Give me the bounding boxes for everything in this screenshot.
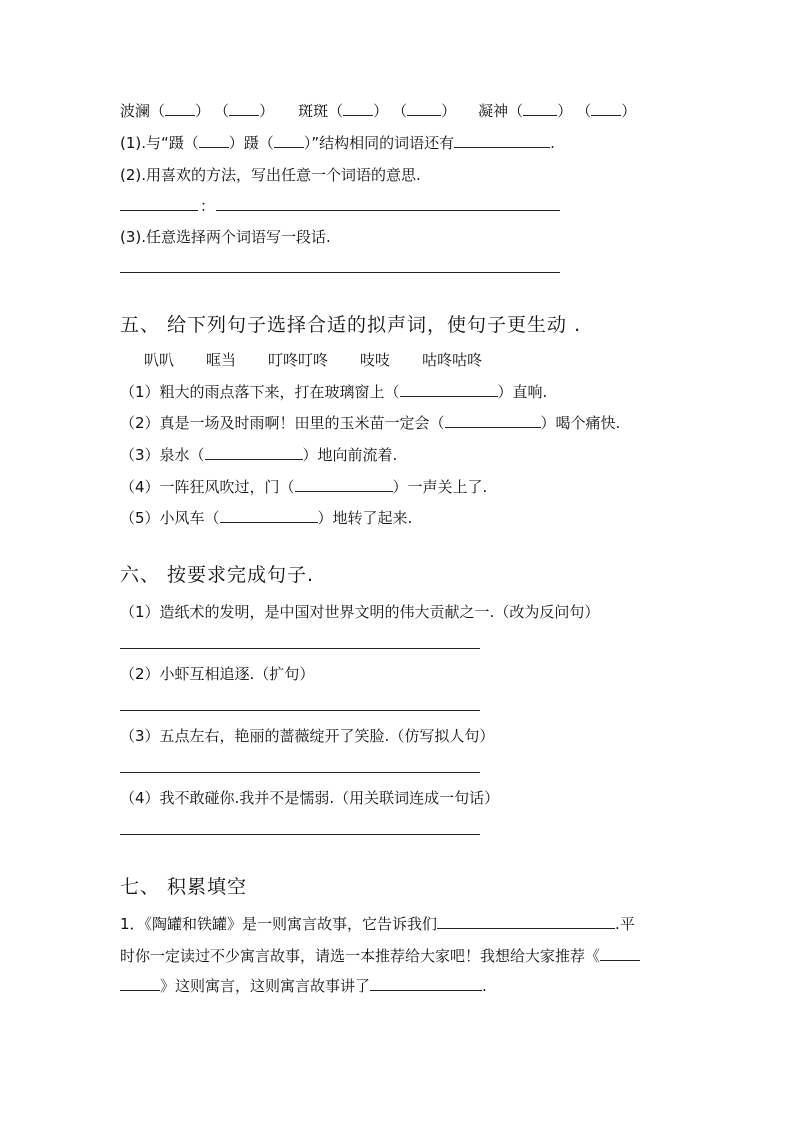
onomatopoeia-options [144, 350, 482, 370]
colon: ： [200, 197, 216, 215]
word-bolan: 波澜 [120, 102, 151, 120]
answer-blank[interactable] [205, 445, 303, 460]
question-4-2: (2).用喜欢的方法，写出任意一个词语的意思. [120, 166, 421, 184]
word-ningshen: 凝神 [478, 102, 509, 120]
question-7-1-line3: 》这则寓言，这则寓言故事讲了 . [120, 976, 487, 996]
answer-line[interactable] [120, 272, 560, 273]
question-7-1-line2: 时你一定读过不少寓言故事，请选一本推荐给大家吧！我想给大家推荐《 [120, 946, 640, 966]
question-6-1: （1）造纸术的发明，是中国对世界文明的伟大贡献之一.（改为反问句） [120, 603, 600, 621]
blank[interactable] [229, 101, 259, 116]
blank[interactable] [407, 101, 441, 116]
blank[interactable] [274, 133, 304, 148]
answer-line[interactable] [120, 648, 480, 649]
answer-line[interactable] [120, 210, 198, 211]
question-5-2: （2）真是一场及时雨啊！田里的玉米苗一定会（ ）喝个痛快. [120, 414, 621, 432]
section-7-title: 七、 积累填空 [120, 876, 248, 898]
word-banban: 斑斑 [298, 102, 329, 120]
book-title-blank[interactable] [120, 976, 160, 991]
word-row: 波澜（ ） （ ） 斑斑（ ） （ ） 凝神（ ） （ ） [120, 102, 637, 120]
question-4-1: (1).与“蹑（ ）蹑（ ）”结构相同的词语还有 . [120, 134, 555, 152]
answer-blank[interactable] [437, 914, 615, 929]
answer-blank[interactable] [295, 477, 393, 492]
answer-blank[interactable] [454, 133, 550, 148]
answer-blank[interactable] [370, 976, 482, 991]
question-4-3: (3).任意选择两个词语写一段话. [120, 228, 331, 246]
answer-line[interactable] [120, 772, 480, 773]
answer-line[interactable] [120, 834, 480, 835]
option: 哐当 [206, 351, 237, 369]
blank[interactable] [199, 133, 229, 148]
section-5-title: 五、 给下列句子选择合适的拟声词，使句子更生动 . [120, 314, 582, 336]
option: 叮咚叮咚 [268, 351, 329, 369]
question-6-2: （2）小虾互相追逐.（扩句） [120, 665, 315, 683]
blank[interactable] [343, 101, 373, 116]
answer-blank[interactable] [400, 382, 498, 397]
option: 咕咚咕咚 [422, 351, 483, 369]
blank[interactable] [165, 101, 195, 116]
answer-blank[interactable] [220, 508, 318, 523]
section-6-title: 六、 按要求完成句子. [120, 564, 315, 586]
option: 吱吱 [360, 351, 391, 369]
question-7-1-line1: 1．《陶罐和铁罐》是一则寓言故事，它告诉我们 .平 [120, 915, 635, 933]
blank[interactable] [523, 101, 557, 116]
question-5-4: （4）一阵狂风吹过，门（ ）一声关上了. [120, 478, 488, 496]
question-6-3: （3）五点左右，艳丽的蔷薇绽开了笑脸.（仿写拟人句） [120, 727, 495, 745]
answer-blank[interactable] [445, 413, 541, 428]
question-5-5: （5）小风车（ ）地转了起来. [120, 509, 413, 527]
question-5-3: （3）泉水（ ）地向前流着. [120, 446, 398, 464]
question-6-4: （4）我不敢碰你.我并不是懦弱.（用关联词连成一句话） [120, 789, 500, 807]
blank[interactable] [591, 101, 621, 116]
question-5-1: （1）粗大的雨点落下来，打在玻璃窗上（ ）直响. [120, 383, 548, 401]
answer-line[interactable] [216, 210, 560, 211]
book-title-blank[interactable] [600, 946, 640, 961]
option: 叭叭 [144, 351, 175, 369]
answer-line[interactable] [120, 710, 480, 711]
